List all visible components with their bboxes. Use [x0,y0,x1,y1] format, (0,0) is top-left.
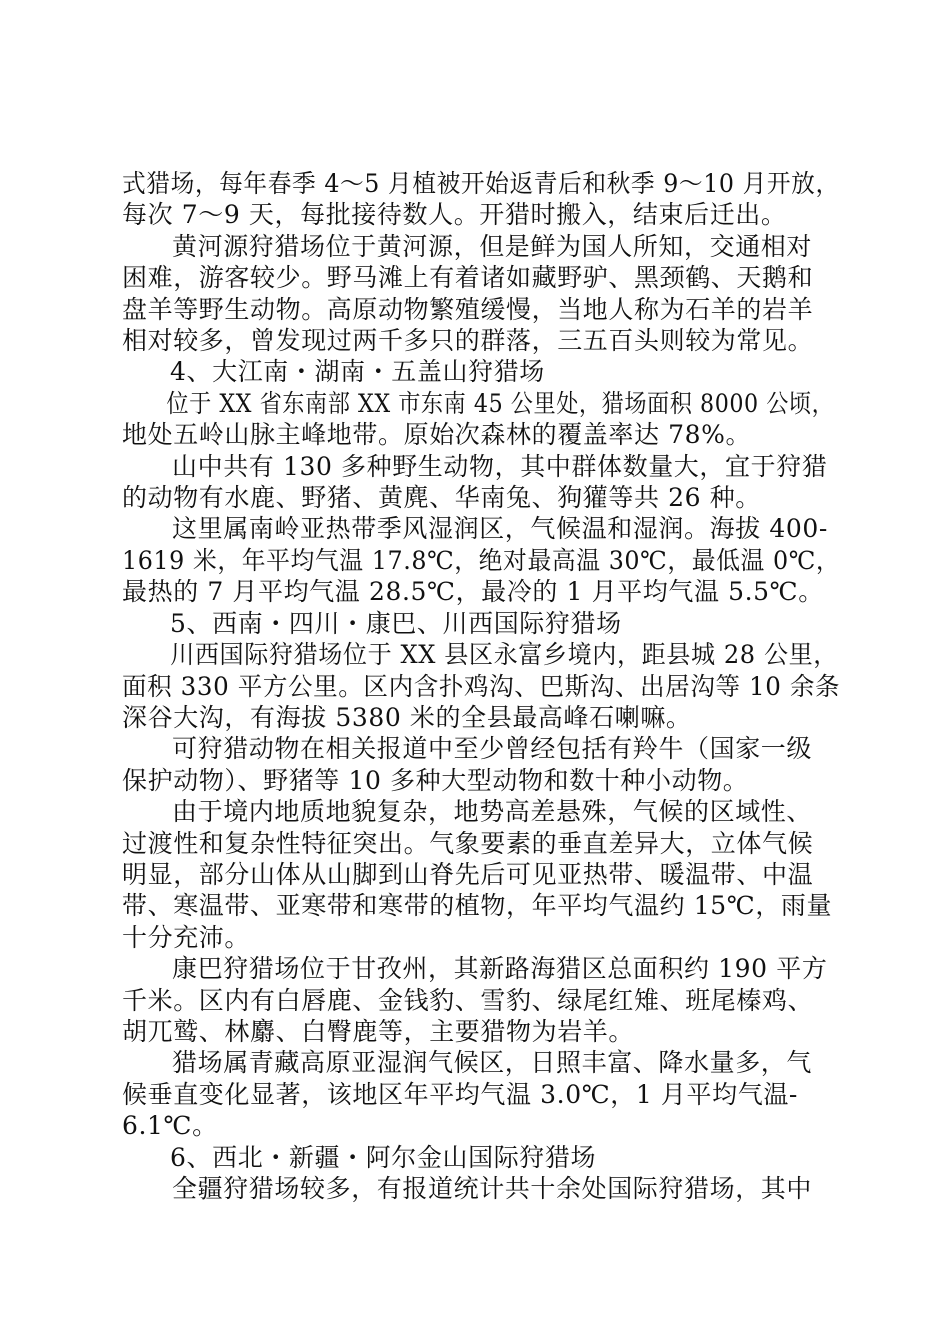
text-line: 胡兀鹫、林麝、白臀鹿等，主要猎物为岩羊。 [122,1016,635,1046]
text-line: 过渡性和复杂性特征突出。气象要素的垂直差异大，立体气候 [122,828,814,858]
text-line: 深谷大沟，有海拔 5380 米的全县最高峰石喇嘛。 [122,702,692,732]
text-line: 困难，游客较少。野马滩上有着诸如藏野驴、黑颈鹤、天鹅和 [122,263,814,293]
text-line: 由于境内地质地貌复杂，地势高差悬殊，气候的区域性、 [172,797,813,827]
document-body [122,168,840,1204]
text-line: 带、寒温带、亚寒带和寒带的植物，年平均气温约 15℃，雨量 [122,891,833,921]
text-line: 候垂直变化显著，该地区年平均气温 3.0℃，1 月平均气温- [122,1079,798,1109]
text-line: 每次 7～9 天，每批接待数人。开猎时搬入，结束后迁出。 [122,200,787,230]
text-line: 猎场属青藏高原亚湿润气候区，日照丰富、降水量多，气 [172,1048,813,1078]
text-line: 的动物有水鹿、野猪、黄麂、华南兔、狗獾等共 26 种。 [122,483,761,513]
text-line: 1619 米，年平均气温 17.8℃，绝对最高温 30℃，最低温 0℃， [122,545,841,575]
text-line: 最热的 7 月平均气温 28.5℃，最冷的 1 月平均气温 5.5℃。 [122,577,824,607]
text-line: 相对较多，曾发现过两千多只的群落，三五百头则较为常见。 [122,326,814,356]
text-line: 地处五岭山脉主峰地带。原始次森林的覆盖率达 78%。 [122,420,752,450]
text-line: 山中共有 130 多种野生动物，其中群体数量大，宜于狩猎 [172,451,828,481]
text-line: 这里属南岭亚热带季风湿润区，气候温和湿润。海拔 400- [172,514,828,544]
text-line: 千米。区内有白唇鹿、金钱豹、雪豹、绿尾红雉、班尾榛鸡、 [122,985,814,1015]
text-line: 明显，部分山体从山脚到山脊先后可见亚热带、暖温带、中温 [122,859,814,889]
text-line: 位于 XX 省东南部 XX 市东南 45 公里处，猎场面积 8000 公顷， [166,388,835,418]
text-line: 面积 330 平方公里。区内含扑鸡沟、巴斯沟、出居沟等 10 余条 [122,671,841,701]
section-heading: 6、西北・新疆・阿尔金山国际狩猎场 [170,1142,597,1172]
text-line: 可狩猎动物在相关报道中至少曾经包括有羚牛（国家一级 [172,734,813,764]
text-line: 全疆狩猎场较多，有报道统计共十余处国际狩猎场，其中 [172,1174,813,1203]
text-line: 盘羊等野生动物。高原动物繁殖缓慢，当地人称为石羊的岩羊 [122,294,814,324]
text-line: 康巴狩猎场位于甘孜州，其新路海猎区总面积约 190 平方 [172,954,828,984]
text-line: 川西国际狩猎场位于 XX 县区永富乡境内，距县城 28 公里， [170,640,838,670]
section-heading: 5、西南・四川・康巴、川西国际狩猎场 [170,608,622,638]
section-heading: 4、大江南・湖南・五盖山狩猎场 [170,357,545,387]
text-line: 式猎场，每年春季 4～5 月植被开始返青后和秋季 9～10 月开放， [122,169,840,198]
text-line: 黄河源狩猎场位于黄河源，但是鲜为国人所知，交通相对 [172,231,813,261]
text-line: 6.1℃。 [122,1111,218,1141]
text-line: 十分充沛。 [122,922,251,952]
text-line: 保护动物）、野猪等 10 多种大型动物和数十种小动物。 [122,765,749,795]
